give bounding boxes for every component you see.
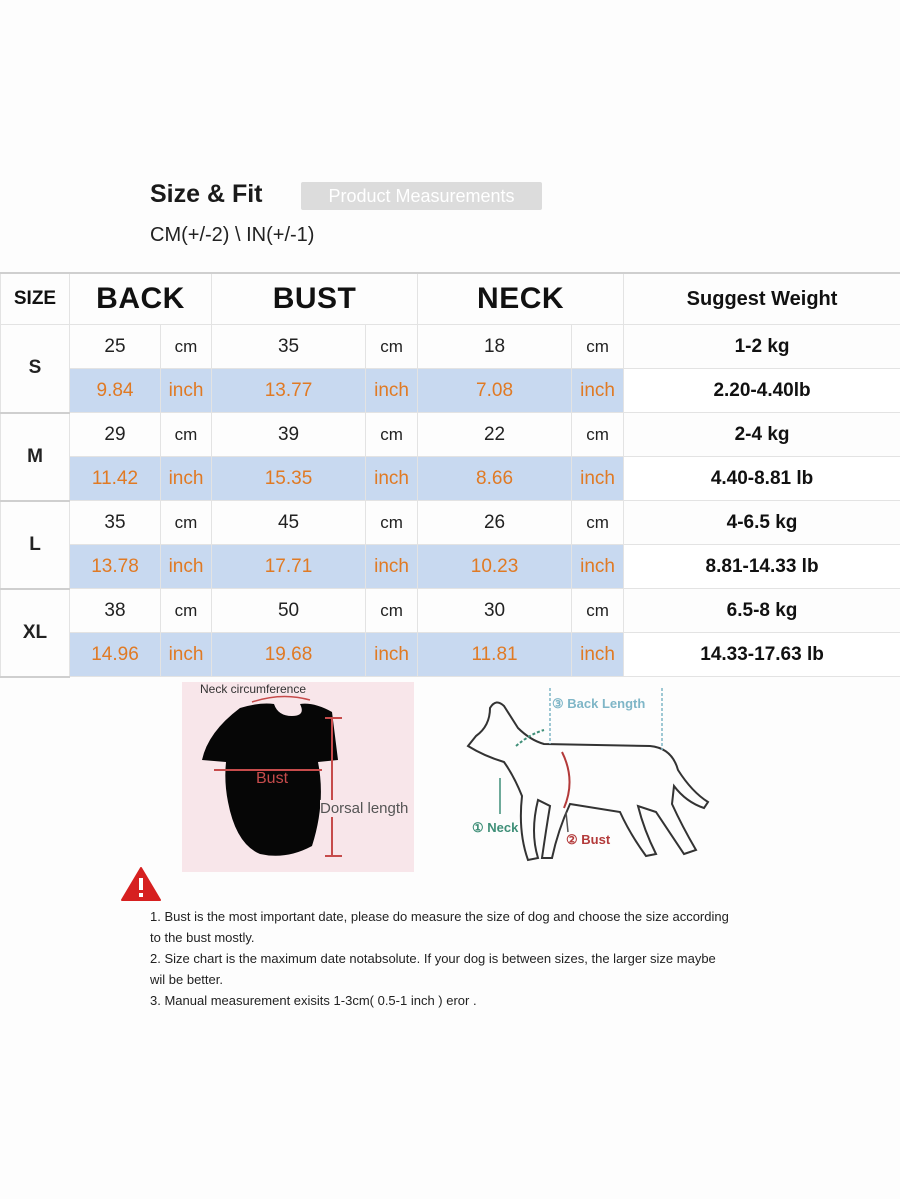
bust-inch-value: 19.68: [212, 633, 366, 677]
bust-label: Bust: [256, 770, 289, 787]
neck-cm-value: 26: [418, 501, 572, 545]
table-row: [1, 457, 900, 501]
weight-kg: 6.5-8 kg: [624, 589, 900, 633]
back-inch-value: 9.84: [70, 369, 161, 413]
inch-unit: inch: [572, 457, 624, 501]
neck-cm-value: 30: [418, 589, 572, 633]
cm-unit: cm: [366, 501, 418, 545]
size-table: [0, 272, 900, 678]
size-label: S: [1, 325, 70, 413]
bust-inch-value: 17.71: [212, 545, 366, 589]
weight-lb: 14.33-17.63 lb: [624, 633, 900, 677]
unit-tolerance-text: CM(+/-2) \ IN(+/-1): [150, 224, 315, 246]
product-measurements-badge: Product Measurements: [301, 182, 542, 210]
weight-kg: 2-4 kg: [624, 413, 900, 457]
cm-unit: cm: [161, 501, 212, 545]
bust-label: ② Bust: [566, 832, 611, 847]
table-row: [1, 633, 900, 677]
neck-measure-line: [252, 696, 310, 702]
back-cm-value: 35: [70, 501, 161, 545]
neck-cm-value: 18: [418, 325, 572, 369]
cm-unit: cm: [161, 413, 212, 457]
table-row: [1, 325, 900, 369]
cm-unit: cm: [572, 501, 624, 545]
table-row: [1, 589, 900, 633]
neck-inch-value: 11.81: [418, 633, 572, 677]
bust-cm-value: 50: [212, 589, 366, 633]
weight-lb: 2.20-4.40lb: [624, 369, 900, 413]
size-chart: [0, 272, 900, 679]
cm-unit: cm: [572, 413, 624, 457]
note-item: 3. Manual measurement exisits 1-3cm( 0.5-1 inch ) eror .: [150, 993, 477, 1008]
back-inch-value: 14.96: [70, 633, 161, 677]
inch-unit: inch: [572, 369, 624, 413]
neck-circumference-label: Neck circumference: [200, 682, 307, 696]
weight-kg: 4-6.5 kg: [624, 501, 900, 545]
back-inch-value: 13.78: [70, 545, 161, 589]
cm-unit: cm: [572, 589, 624, 633]
dorsal-length-label: Dorsal length: [320, 800, 409, 817]
warning-icon: [120, 866, 162, 907]
size-label: M: [1, 413, 70, 501]
bust-cm-value: 39: [212, 413, 366, 457]
cm-unit: cm: [161, 589, 212, 633]
cm-unit: cm: [366, 325, 418, 369]
table-row: [1, 413, 900, 457]
inch-unit: inch: [161, 633, 212, 677]
bust-cm-value: 45: [212, 501, 366, 545]
cm-unit: cm: [366, 589, 418, 633]
back-cm-value: 38: [70, 589, 161, 633]
weight-lb: 8.81-14.33 lb: [624, 545, 900, 589]
note-item: 2. Size chart is the maximum date notabsolute. If your dog is between sizes, the larger size maybe wil be better.: [150, 951, 716, 987]
neck-inch-value: 7.08: [418, 369, 572, 413]
cm-unit: cm: [366, 413, 418, 457]
inch-unit: inch: [366, 545, 418, 589]
shirt-illustration: [182, 682, 414, 872]
back-cm-value: 29: [70, 413, 161, 457]
size-label: XL: [1, 589, 70, 677]
back-length-label: ③ Back Length: [552, 696, 646, 711]
cm-unit: cm: [572, 325, 624, 369]
note-item: 1. Bust is the most important date, please do measure the size of dog and choose the size according to the bust mostly.: [150, 909, 729, 945]
back-column-header: BACK: [70, 273, 212, 325]
bust-cm-value: 35: [212, 325, 366, 369]
inch-unit: inch: [161, 457, 212, 501]
back-cm-value: 25: [70, 325, 161, 369]
back-inch-value: 11.42: [70, 457, 161, 501]
neck-label: ① Neck: [472, 820, 519, 835]
shirt-diagram: [182, 682, 414, 872]
dog-diagram: [460, 684, 710, 874]
inch-unit: inch: [161, 369, 212, 413]
inch-unit: inch: [161, 545, 212, 589]
weight-lb: 4.40-8.81 lb: [624, 457, 900, 501]
size-label: L: [1, 501, 70, 589]
neck-inch-value: 8.66: [418, 457, 572, 501]
table-header-row: [1, 273, 900, 325]
bust-inch-value: 13.77: [212, 369, 366, 413]
neck-column-header: NECK: [418, 273, 624, 325]
table-row: [1, 501, 900, 545]
weight-kg: 1-2 kg: [624, 325, 900, 369]
bust-measure-line: [562, 752, 570, 808]
inch-unit: inch: [366, 633, 418, 677]
notes-list: [150, 906, 730, 1011]
bust-inch-value: 15.35: [212, 457, 366, 501]
neck-cm-value: 22: [418, 413, 572, 457]
table-row: [1, 369, 900, 413]
inch-unit: inch: [572, 545, 624, 589]
inch-unit: inch: [366, 369, 418, 413]
page-title: Size & Fit: [150, 180, 263, 208]
table-row: [1, 545, 900, 589]
inch-unit: inch: [572, 633, 624, 677]
inch-unit: inch: [366, 457, 418, 501]
size-column-header: SIZE: [1, 273, 70, 325]
cm-unit: cm: [161, 325, 212, 369]
bust-column-header: BUST: [212, 273, 418, 325]
neck-inch-value: 10.23: [418, 545, 572, 589]
weight-column-header: Suggest Weight: [624, 273, 900, 325]
